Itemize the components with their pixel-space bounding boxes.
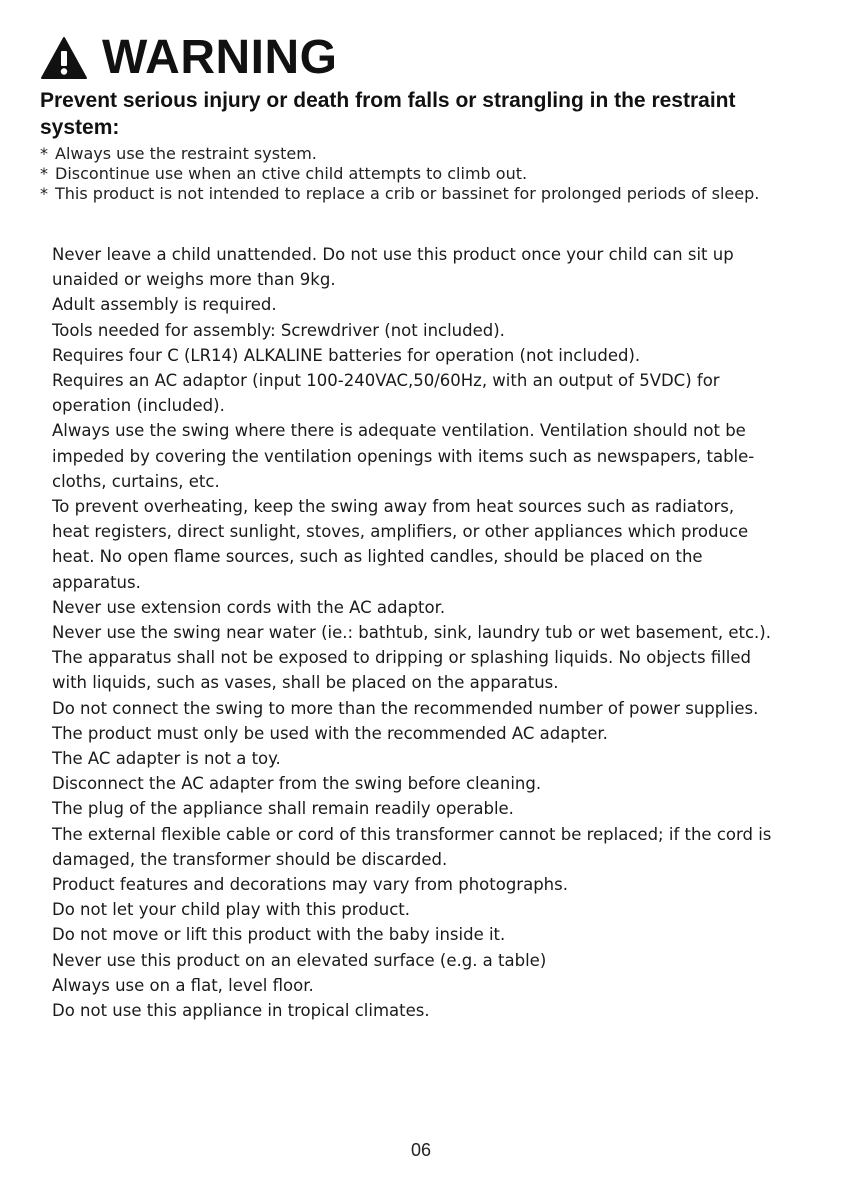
instruction-paragraph: Product features and decorations may vary from photographs. (52, 875, 568, 895)
subheading: Prevent serious injury or death from falls or strangling in the restraint system: (40, 89, 736, 139)
instruction-paragraph: The external flexible cable or cord of this transformer cannot be replaced; if the cord is damaged, the transformer should be discarded. (52, 824, 772, 869)
instruction-paragraph: Always use on a flat, level floor. (52, 975, 314, 995)
warning-title: WARNING (102, 31, 338, 84)
instruction-paragraph: Adult assembly is required. (52, 295, 277, 315)
instruction-paragraph: The product must only be used with the recommended AC adapter. (52, 723, 608, 743)
instruction-paragraph: Never use this product on an elevated surface (e.g. a table) (52, 950, 547, 970)
page-number: 06 (410, 1140, 432, 1160)
instruction-paragraph: The AC adapter is not a toy. (52, 749, 281, 769)
bullet-text: Always use the restraint system. (55, 144, 317, 163)
warning-triangle-icon (40, 36, 88, 80)
instruction-paragraph: The plug of the appliance shall remain readily operable. (52, 799, 514, 819)
bullet-marker: * (40, 184, 48, 203)
bullet-item (40, 184, 800, 204)
instruction-paragraph: Requires an AC adaptor (input 100-240VAC,50/60Hz, with an output of 5VDC) for operation (included). (52, 371, 720, 416)
instruction-paragraph: Do not move or lift this product with the baby inside it. (52, 925, 506, 945)
instruction-paragraph: Do not let your child play with this product. (52, 900, 411, 920)
instruction-paragraph: Requires four C (LR14) ALKALINE batteries for operation (not included). (52, 345, 641, 365)
bullet-marker: * (40, 164, 48, 183)
bullet-marker: * (40, 144, 48, 163)
warning-header (40, 30, 337, 86)
instruction-paragraph: To prevent overheating, keep the swing away from heat sources such as radiators, heat registers, direct sunlight, stoves, amplifiers, or other appliances which produce heat. No open flame sources, such as lighted candles, should be placed on the apparatus. (52, 497, 749, 592)
bullet-list (40, 144, 800, 204)
bullet-item (40, 164, 800, 184)
instructions-body (52, 242, 772, 1023)
bullet-text: This product is not intended to replace a crib or bassinet for prolonged periods of sleep. (55, 184, 760, 203)
instruction-paragraph: Do not use this appliance in tropical climates. (52, 1001, 430, 1021)
instruction-paragraph: Tools needed for assembly: Screwdriver (not included). (52, 320, 505, 340)
instruction-paragraph: Disconnect the AC adapter from the swing before cleaning. (52, 774, 542, 794)
instruction-paragraph: Always use the swing where there is adequate ventilation. Ventilation should not be impeded by covering the ventilation openings with items such as newspapers, table-cloths, curtains, etc. (52, 421, 755, 491)
instruction-paragraph: Never leave a child unattended. Do not use this product once your child can sit up unaided or weighs more than 9kg. (52, 245, 734, 290)
bullet-text: Discontinue use when an ctive child attempts to climb out. (55, 164, 528, 183)
instruction-paragraph: Never use the swing near water (ie.: bathtub, sink, laundry tub or wet basement, etc.). The apparatus shall not be exposed to dripping or splashing liquids. No objects filled with liquids, such as vases, shall be placed on the apparatus. (52, 623, 771, 693)
instruction-paragraph: Never use extension cords with the AC adaptor. (52, 597, 446, 617)
instruction-paragraph: Do not connect the swing to more than the recommended number of power supplies. (52, 698, 759, 718)
bullet-item (40, 144, 800, 164)
